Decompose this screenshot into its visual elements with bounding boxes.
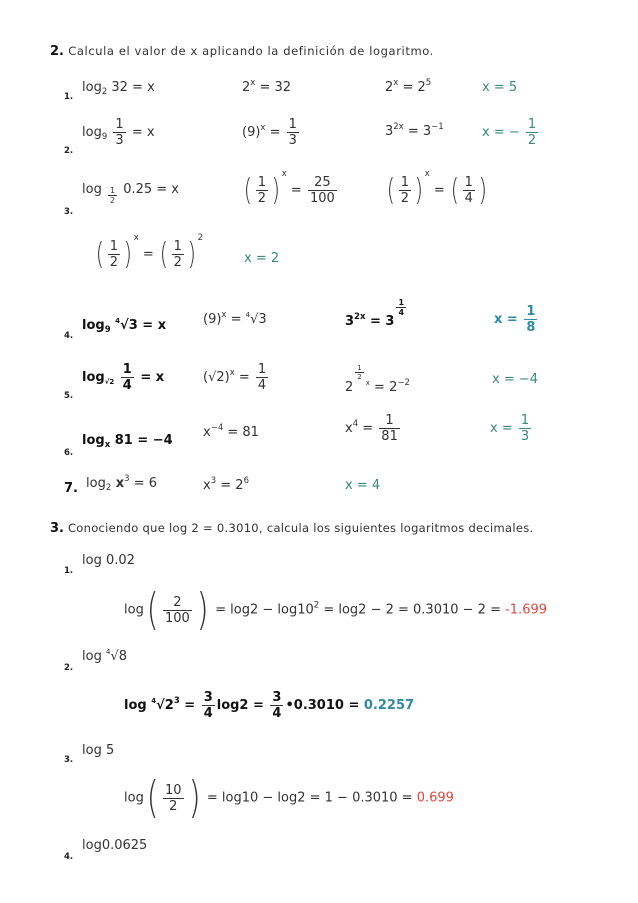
answer: -1.699	[505, 602, 548, 618]
expr-log: $\log_x 81 = -4$	[82, 433, 173, 450]
item-number: 4.	[64, 331, 74, 341]
section-2-header	[50, 44, 434, 59]
section-3-number: 3.	[50, 521, 64, 536]
section-2-number: 2.	[50, 44, 64, 59]
expr-base: $3^{2x} = 3^{-1}$	[385, 122, 444, 139]
question: log 0.02	[82, 553, 135, 568]
expr-log: $\log_9 ^4√3 = x$	[82, 317, 167, 335]
expr-base: $x^4$ = $\frac{1}{81}$	[345, 413, 398, 444]
expr-exp: ( $\frac{1}{2}$ ) $^x$ = $\frac{25}{100}$	[243, 169, 335, 208]
item-number: 6.	[64, 448, 74, 458]
item-number: 7.	[64, 481, 78, 496]
solution: log( $\frac{10}{2}$ ) = log10 − log2 = 1 − 0.3010 = 0.699	[124, 772, 454, 823]
answer: x = 4	[345, 478, 381, 493]
item-number: 3.	[64, 207, 74, 217]
item-number: 1.	[64, 566, 74, 576]
expr-exp: $(√2)^x$ = $\frac{1}{4}$	[203, 362, 267, 393]
section-3-header	[50, 521, 534, 536]
expr-base: $3^{2x} = 3$ $\frac{1}{4}$	[345, 298, 405, 329]
item-number: 1.	[64, 92, 74, 102]
expr-exp: $x^{-4} = 81$	[203, 423, 259, 440]
section-2-title: Calcula el valor de x aplicando la definición de logaritmo.	[68, 44, 434, 58]
expr-base: ( $\frac{1}{2}$ ) $^x$ = ( $\frac{1}{4}$ )	[386, 169, 487, 208]
question: log0.0625	[82, 838, 148, 853]
item-number: 2.	[64, 146, 74, 156]
item-number: 3.	[64, 755, 74, 765]
expr-log: $\log_2 x^3 = 6$	[86, 474, 158, 493]
answer: x = 5	[482, 80, 518, 95]
expr-exp: $(9)^x$ = $\frac{1}{3}$	[242, 117, 297, 148]
answer: x = − $\frac{1}{2}$	[482, 117, 537, 148]
expr-base: 2 $\frac{1}{2}$ x = 2−2	[345, 364, 410, 395]
answer: x = −4	[492, 372, 539, 387]
expr-step: ( $\frac{1}{2}$ ) $^x$ = ( $\frac{1}{2}$ ) $^2$	[95, 233, 204, 272]
expr-log: $\log_{√2}$ $\frac{1}{4}$ = x	[82, 362, 165, 393]
solution: $\log ^4√2^3$ = $\frac{3}{4}$ log2 = $\frac{3}{4}$ •0.3010 = 0.2257	[124, 690, 415, 721]
expr-exp: $2^x = 32$	[242, 78, 292, 95]
item-number: 2.	[64, 663, 74, 673]
question: log 5	[82, 743, 115, 758]
expr-exp: $x^3 = 2^6$	[203, 476, 249, 493]
expr-log: $\log_9$ $\frac{1}{3}$ = x	[82, 117, 155, 148]
solution: log( $\frac{2}{100}$ ) = $\log 2 - \log 10^2 = \log 2 - 2 = 0.3010 - 2 = -1.699$	[124, 584, 548, 635]
answer: x = $\frac{1}{3}$	[490, 413, 530, 444]
expr-base: $2^x = 2^5$	[385, 78, 432, 95]
expr-log: log $\frac{1}{2}$ 0.25 = x	[82, 182, 179, 205]
answer: x = 2	[244, 251, 280, 266]
expr-log: $\log_2 32 = x$	[82, 80, 155, 97]
answer: x = $\frac{1}{8}$	[494, 304, 536, 335]
expr-exp: $(9)^x = ^4√3$	[203, 310, 267, 327]
item-number: 4.	[64, 852, 74, 862]
answer: 0.2257	[363, 698, 415, 713]
item-number: 5.	[64, 391, 74, 401]
section-3-title: Conociendo que log 2 = 0.3010, calcula los siguientes logaritmos decimales.	[67, 521, 534, 535]
question: log $^4$√8	[82, 648, 127, 664]
answer: 0.699	[416, 790, 454, 806]
